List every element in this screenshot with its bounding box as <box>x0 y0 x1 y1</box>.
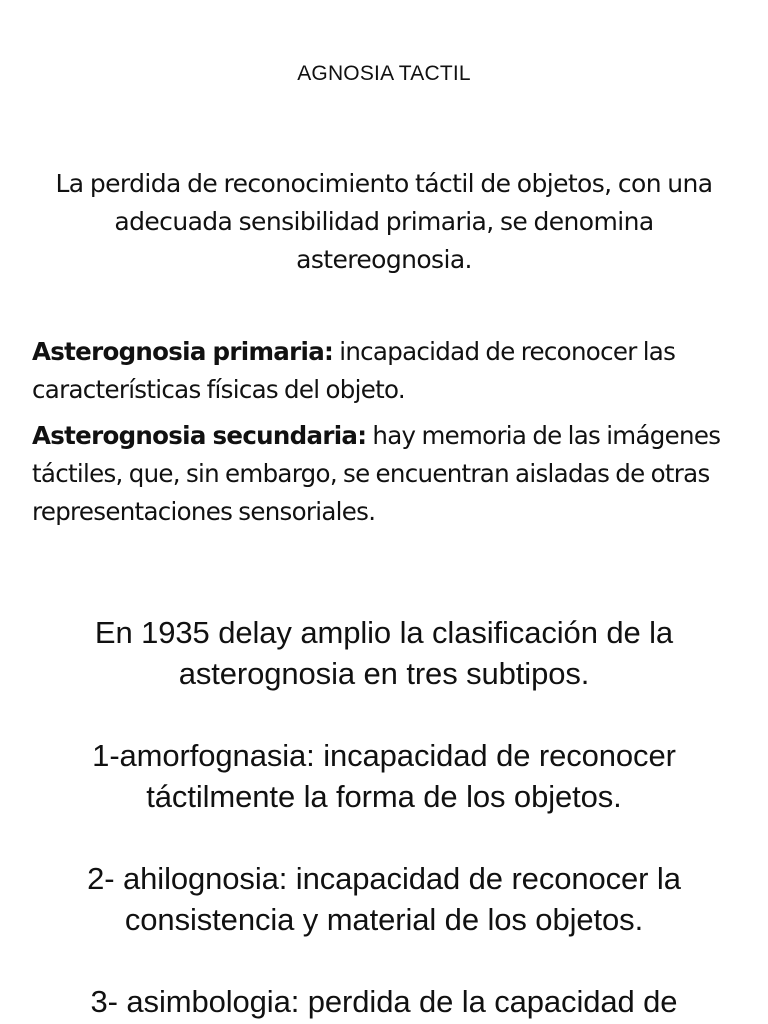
page-title: AGNOSIA TACTIL <box>297 62 471 85</box>
classification-section <box>20 612 748 1024</box>
intro-paragraph: La perdida de reconocimiento táctil de objetos, con una adecuada sensibilidad primaria, se denomina astereognosia. <box>55 169 713 274</box>
definition-text: hay memoria de las imágenes táctiles, que, sin embargo, se encuentran aisladas de otras representaciones sensoriales. <box>32 421 721 526</box>
definition-term: Asterognosia secundaria: <box>32 421 367 450</box>
classification-lead: En 1935 delay amplio la clasificación de la asterognosia en tres subtipos. <box>94 615 674 691</box>
definition-primary <box>32 333 740 409</box>
classification-item: 1-amorfognasia: incapacidad de reconocer táctilmente la forma de los objetos. <box>92 738 676 814</box>
classification-item: 3- asimbologia: perdida de la capacidad de <box>90 984 678 1019</box>
classification-item: 2- ahilognosia: incapacidad de reconocer la consistencia y material de los objetos. <box>87 861 681 937</box>
definition-text: incapacidad de reconocer las características físicas del objeto. <box>32 337 676 404</box>
definition-term: Asterognosia primaria: <box>32 337 334 366</box>
definitions-section <box>32 333 740 539</box>
definition-secondary <box>32 417 740 531</box>
